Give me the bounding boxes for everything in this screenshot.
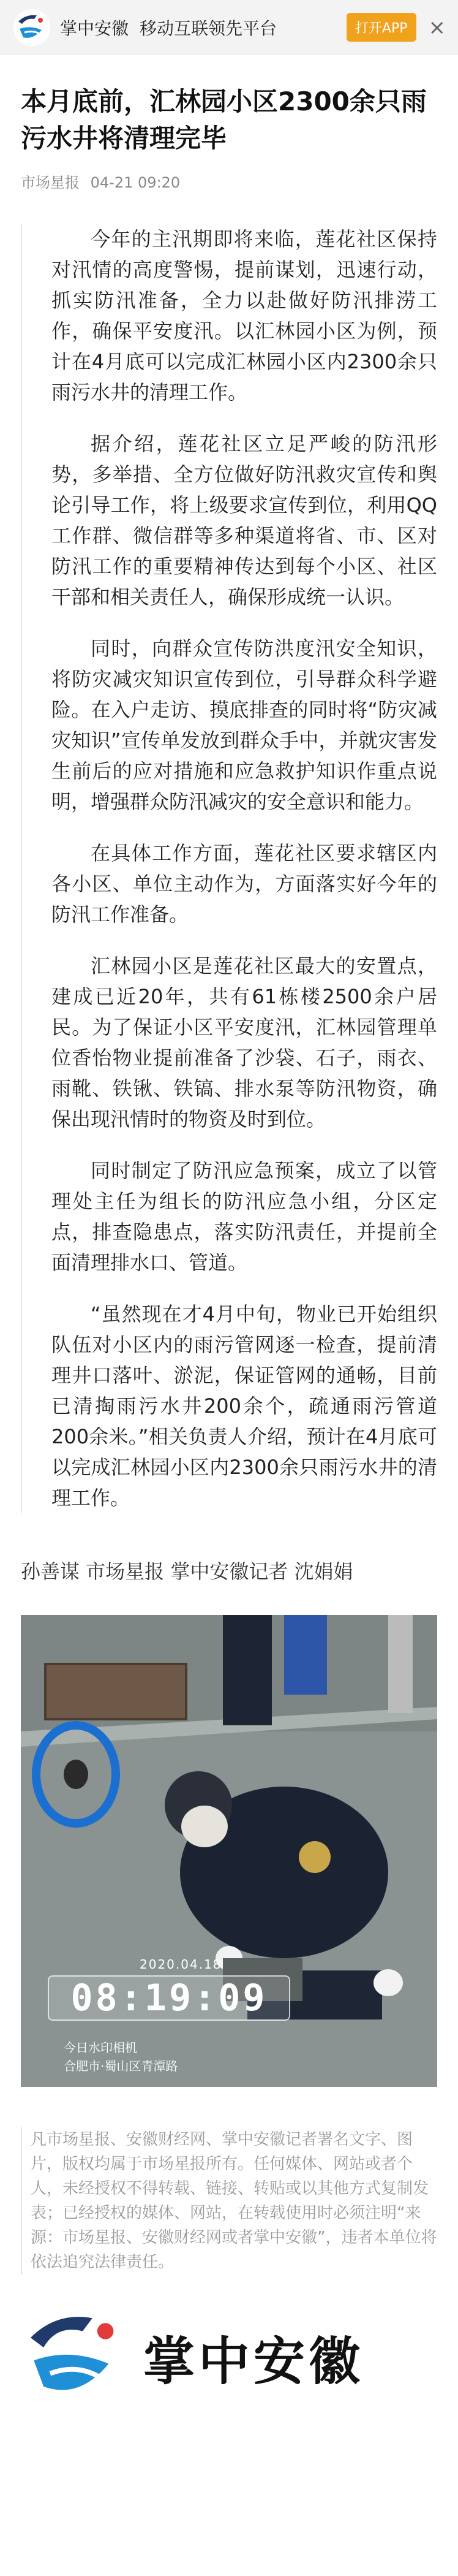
paragraph: “虽然现在才4月中旬，物业已开始组织队伍对小区内的雨污管网逐一检查，提前清理井口落叶、淤泥，保证管网的通畅，目前已清掏雨污水井200余个，疏通雨污管道200余米。”相关负责人介绍，预计在4月底可以完成汇林园小区内2300余只雨污水井的清理工作。 (51, 1302, 437, 1510)
close-icon[interactable]: × (428, 15, 446, 40)
open-app-button[interactable]: 打开APP (347, 13, 416, 42)
paragraph: 据介绍，莲花社区立足严峻的防汛形势，多举措、全方位做好防汛救灾宣传和舆论引导工作，将上级要求宣传到位，利用QQ工作群、微信群等多种渠道将省、市、区对防汛工作的重要精神传达到每个小区、社区干部和相关责任人，确保形成统一认识。 (51, 432, 437, 609)
zhangzhong-anhui-logo-icon (12, 8, 51, 47)
article-title: 本月底前，汇林园小区2300余只雨污水井将清理完毕 (21, 86, 427, 153)
app-name: 掌中安徽 (60, 18, 129, 39)
paragraph: 同时，向群众宣传防洪度汛安全知识，将防灾减灾知识宣传到位，引导群众科学避险。在入户走访、摸底排查的同时将“防灾减灾知识”宣传单发放到群众手中，并就灾害发生前后的应对措施和应急救护知识作重点说明，增强群众防汛减灾的安全意识和能力。 (51, 637, 437, 813)
footer-brand (21, 2299, 437, 2415)
article-source: 市场星报 (21, 174, 80, 191)
photo-watermark-brand: 今日水印相机 (64, 2040, 137, 2055)
zhangzhong-anhui-logo-icon (21, 2305, 125, 2409)
article-byline: 孙善谋 市场星报 掌中安徽记者 沈娟娟 (21, 1560, 353, 1583)
photo-time: 08:19:09 (48, 1975, 290, 2021)
article-meta (21, 170, 437, 192)
top-app-bar (0, 0, 458, 55)
app-slogan: 移动互联领先平台 (140, 18, 277, 39)
photo-date: 2020.04.18 (140, 1957, 222, 1972)
footer-brand-name: 掌中安徽 (143, 2331, 364, 2392)
photo-timestamp (48, 1957, 288, 2024)
paragraph: 在具体工作方面，莲花社区要求辖区内各小区、单位主动作为，方面落实好今年的防汛工作准备。 (51, 842, 437, 926)
paragraph: 汇林园小区是莲花社区最大的安置点，建成已近20年，共有61栋楼2500余户居民。为了保证小区平安度汛，汇林园管理单位香怡物业提前准备了沙袋、石子，雨衣、雨靴、铁锹、铁镐、排水泵等防汛物资，确保出现汛情时的物资及时到位。 (51, 954, 437, 1131)
paragraph: 同时制定了防汛应急预案，成立了以管理处主任为组长的防汛应急小组，分区定点，排查隐患点，落实防汛责任，并提前全面清理排水口、管道。 (51, 1159, 437, 1274)
article-datetime: 04-21 09:20 (90, 174, 181, 191)
article-photo (21, 1615, 437, 2087)
article-body (21, 224, 437, 1513)
photo-location: 合肥市·蜀山区青潭路 (64, 2059, 178, 2073)
copyright-notice: 凡市场星报、安徽财经网、掌中安徽记者署名文字、图片，版权均属于市场星报所有。任何媒体、网站或者个人，未经授权不得转载、链接、转贴或以其他方式复制发表；已经授权的媒体、网站，在转载使用时必须注明“来源：市场星报、安徽财经网或者掌中安徽”，违者本单位将依法追究法律责任。 (21, 2127, 437, 2274)
paragraph: 今年的主汛期即将来临，莲花社区保持对汛情的高度警惕，提前谋划，迅速行动，抓实防汛准备，全力以赴做好防汛排涝工作，确保平安度汛。以汇林园小区为例，预计在4月底可以完成汇林园小区内2300余只雨污水井的清理工作。 (51, 227, 437, 404)
article (0, 83, 458, 2415)
